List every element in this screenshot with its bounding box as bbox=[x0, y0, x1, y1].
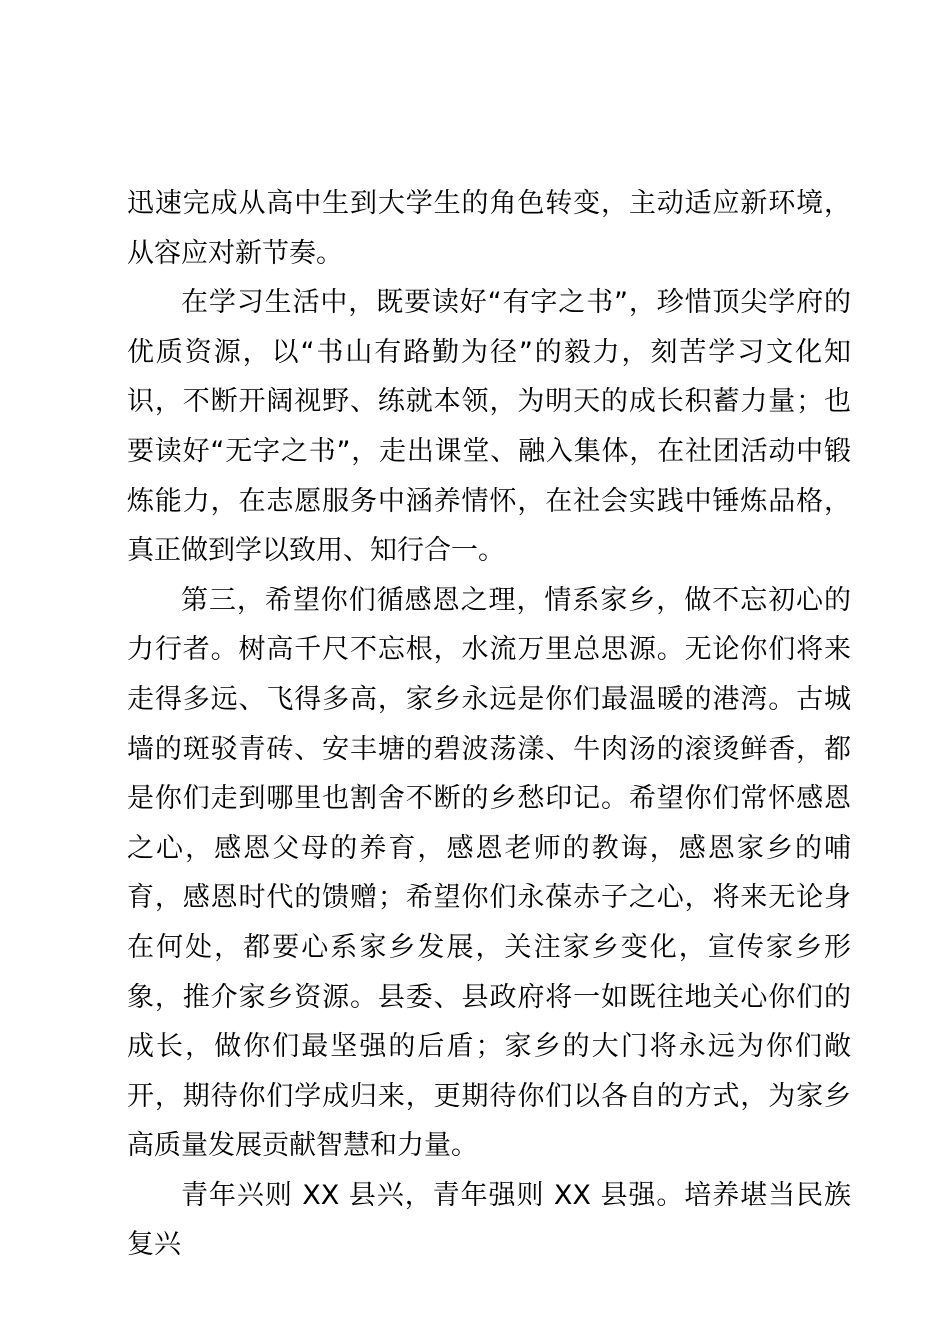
paragraph-continued: 迅速完成从高中生到大学生的角色转变，主动适应新环境，从容应对新节奏。 bbox=[127, 188, 851, 269]
paragraph-study-life: 在学习生活中，既要读好“有字之书”，珍惜顶尖学府的优质资源，以“书山有路勤为径”的毅力，刻苦学习文化知识，不断开阔视野、练就本领，为明天的成长积蓄力量；也要读好“无字之书”，走出课堂、融入集体，在社团活动中锻炼能力，在志愿服务中涵养情怀，在社会实践中锤炼品格，真正做到学以致用、知行合一。 bbox=[127, 287, 851, 567]
paragraph-gratitude: 第三，希望你们循感恩之理，情系家乡，做不忘初心的力行者。树高千尺不忘根，水流万里总思源。无论你们将来走得多远、飞得多高，家乡永远是你们最温暖的港湾。古城墙的斑驳青砖、安丰塘的碧波荡漾、牛肉汤的滚烫鲜香，都是你们走到哪里也割舍不断的乡愁印记。希望你们常怀感恩之心，感恩父母的养育，感恩老师的教诲，感恩家乡的哺育，感恩时代的馈赠；希望你们永葆赤子之心，将来无论身在何处，都要心系家乡发展，关注家乡变化，宣传家乡形象，推介家乡资源。县委、县政府将一如既往地关心你们的成长，做你们最坚强的后盾；家乡的大门将永远为你们敞开，期待你们学成归来，更期待你们以各自的方式，为家乡高质量发展贡献智慧和力量。 bbox=[127, 584, 851, 1162]
paragraph-youth: 青年兴则 XX 县兴，青年强则 XX 县强。培养堪当民族复兴 bbox=[127, 1179, 851, 1261]
body-text bbox=[127, 179, 851, 1270]
